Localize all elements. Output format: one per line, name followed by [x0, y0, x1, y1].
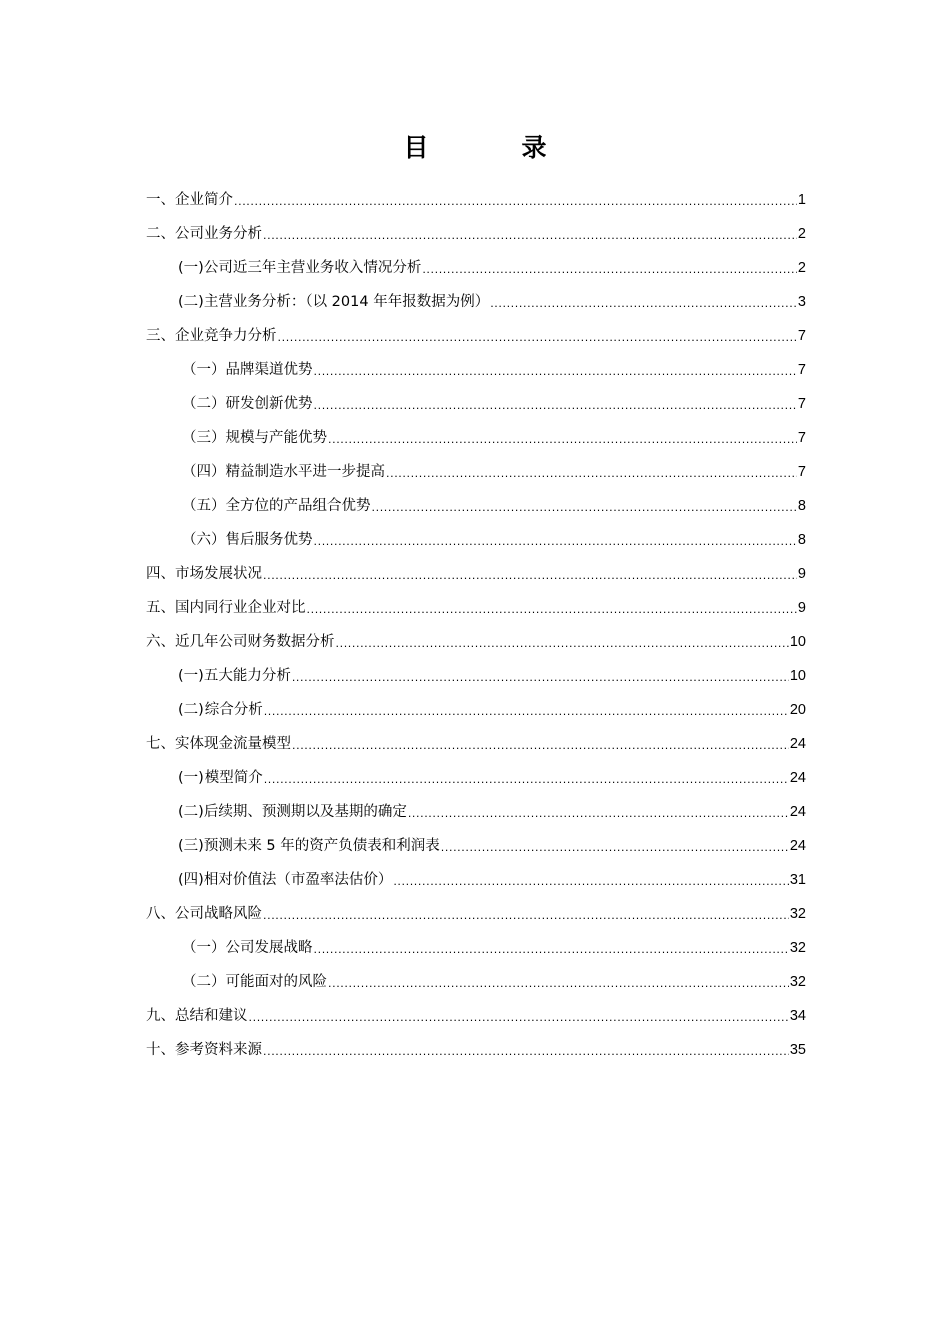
toc-entry-number: 八、 [146, 906, 175, 922]
toc-entry-number: (二) [178, 702, 204, 718]
toc-entry-number: 七、 [146, 736, 175, 752]
toc-entry-number: (一) [178, 770, 204, 786]
toc-entry-page: 32 [789, 940, 806, 956]
leader-dots [314, 942, 789, 958]
toc-entry-number: (二) [178, 804, 204, 820]
toc-entry[interactable] [182, 352, 806, 380]
toc-entry-number: （二） [182, 396, 226, 412]
toc-entry-page: 7 [797, 396, 806, 412]
toc-entry-title: 国内同行业企业对比 [175, 600, 306, 616]
toc-entry[interactable] [178, 284, 806, 312]
toc-entry-page: 3 [797, 294, 806, 310]
toc-entry[interactable] [182, 386, 806, 414]
toc-entry-title: 公司近三年主营业务收入情况分析 [203, 260, 422, 276]
toc-entry-number: （一） [182, 362, 226, 378]
toc-entry-page: 7 [797, 464, 806, 480]
leader-dots [314, 364, 797, 380]
toc-entry-title: 综合分析 [204, 702, 263, 718]
toc-entry[interactable] [178, 862, 806, 890]
toc-entry-page: 2 [797, 260, 806, 276]
leader-dots [328, 432, 797, 448]
toc-entry-number: (三) [178, 838, 204, 854]
toc-entry-title: 研发创新优势 [225, 396, 313, 412]
toc-entry-page: 10 [789, 668, 806, 684]
toc-entry-page: 9 [797, 566, 806, 582]
toc-entry-page: 1 [797, 192, 806, 208]
toc-entry-number: （五） [182, 498, 226, 514]
toc-entry-page: 10 [789, 634, 806, 650]
leader-dots [336, 636, 789, 652]
toc-entry-title: 后续期、预测期以及基期的确定 [203, 804, 407, 820]
toc-entry-title: 预测未来 5 年的资产负债表和利润表 [203, 838, 440, 854]
toc-entry[interactable] [178, 828, 806, 856]
toc-entry-page: 7 [797, 430, 806, 446]
toc-entry-number: 六、 [146, 634, 175, 650]
toc-entry-title: 模型简介 [204, 770, 263, 786]
toc-entry-page: 24 [789, 804, 806, 820]
leader-dots [422, 262, 797, 278]
toc-entry-number: （三） [182, 430, 226, 446]
toc-entry-page: 35 [789, 1042, 806, 1058]
toc-entry-title: 实体现金流量模型 [175, 736, 291, 752]
toc-entry-page: 8 [797, 532, 806, 548]
leader-dots [408, 806, 789, 822]
toc-entry-title: 市场发展状况 [175, 566, 262, 582]
toc-entry[interactable] [182, 522, 806, 550]
toc-entry[interactable] [146, 556, 806, 584]
toc-entry-number: （二） [182, 974, 226, 990]
leader-dots [263, 228, 797, 244]
leader-dots [264, 704, 789, 720]
toc-entry[interactable] [182, 420, 806, 448]
toc-entry[interactable] [182, 930, 806, 958]
toc-entry-page: 24 [789, 838, 806, 854]
leader-dots [314, 534, 797, 550]
toc-entry[interactable] [146, 896, 806, 924]
toc-entry-title: 企业简介 [175, 192, 233, 208]
toc-entry-page: 34 [789, 1008, 806, 1024]
toc-entry[interactable] [146, 318, 806, 346]
toc-entry-number: (一) [178, 260, 204, 276]
leader-dots [386, 466, 797, 482]
leader-dots [393, 874, 789, 890]
toc-title: 目 录 [403, 133, 581, 162]
toc-entry-page: 20 [789, 702, 806, 718]
leader-dots [372, 500, 797, 516]
toc-entry-number: 四、 [146, 566, 175, 582]
toc-entry[interactable] [178, 658, 806, 686]
leader-dots [292, 670, 789, 686]
leader-dots [490, 296, 797, 312]
toc-entry-number: （一） [182, 940, 226, 956]
toc-entry-page: 2 [797, 226, 806, 242]
toc-entry-title: 参考资料来源 [175, 1042, 262, 1058]
toc-entry-page: 9 [797, 600, 806, 616]
leader-dots [441, 840, 789, 856]
toc-entry[interactable] [178, 794, 806, 822]
toc-entry-title: 可能面对的风险 [225, 974, 327, 990]
leader-dots [328, 976, 789, 992]
toc-entry[interactable] [178, 760, 806, 788]
toc-entry-title: 规模与产能优势 [225, 430, 327, 446]
leader-dots [263, 568, 797, 584]
leader-dots [263, 1044, 789, 1060]
toc-entry-number: (四) [178, 872, 204, 888]
leader-dots [314, 398, 797, 414]
toc-entry-number: 一、 [146, 192, 175, 208]
toc-entry[interactable] [146, 998, 806, 1026]
toc-entry[interactable] [182, 964, 806, 992]
toc-entry[interactable] [178, 692, 806, 720]
toc-entry-number: (二) [178, 294, 204, 310]
toc-entry-number: (一) [178, 668, 204, 684]
toc-entry[interactable] [146, 182, 806, 210]
toc-entry-page: 24 [789, 770, 806, 786]
toc-entry-title: 全方位的产品组合优势 [225, 498, 371, 514]
toc-entry-title: 总结和建议 [175, 1008, 248, 1024]
leader-dots [263, 908, 789, 924]
leader-dots [292, 738, 789, 754]
toc-entry-title: 相对价值法（市盈率法估价） [203, 872, 393, 888]
toc-entry-page: 7 [797, 328, 806, 344]
toc-entry-title: 公司发展战略 [225, 940, 313, 956]
toc-entry-title: 企业竞争力分析 [175, 328, 277, 344]
toc-entry[interactable] [146, 726, 806, 754]
toc-entry-title: 公司战略风险 [175, 906, 262, 922]
toc-entry[interactable] [178, 250, 806, 278]
leader-dots [249, 1010, 789, 1026]
toc-entry[interactable] [146, 590, 806, 618]
toc-entry-number: 九、 [146, 1008, 175, 1024]
toc-entry-title: 精益制造水平进一步提高 [225, 464, 385, 480]
leader-dots [264, 772, 789, 788]
toc-entry-title: 近几年公司财务数据分析 [175, 634, 335, 650]
leader-dots [234, 194, 797, 210]
toc-entry-number: 二、 [146, 226, 175, 242]
toc-entry-number: （六） [182, 532, 226, 548]
toc-entry[interactable] [182, 488, 806, 516]
toc-entry-title: 品牌渠道优势 [225, 362, 313, 378]
toc-entry-number: （四） [182, 464, 226, 480]
leader-dots [307, 602, 797, 618]
toc-entry-page: 7 [797, 362, 806, 378]
toc-entry-page: 32 [789, 906, 806, 922]
toc-entry[interactable] [146, 216, 806, 244]
toc-entry-page: 31 [789, 872, 806, 888]
toc-entry-page: 32 [789, 974, 806, 990]
toc-entry-title: 五大能力分析 [203, 668, 291, 684]
toc-entry-number: 三、 [146, 328, 175, 344]
toc-entry-title: 售后服务优势 [225, 532, 313, 548]
toc-entry-page: 8 [797, 498, 806, 514]
toc-entry-title: 公司业务分析 [175, 226, 262, 242]
toc-entry[interactable] [146, 1032, 806, 1060]
toc-entry-number: 十、 [146, 1042, 175, 1058]
toc-entry[interactable] [182, 454, 806, 482]
leader-dots [278, 330, 797, 346]
toc-entry[interactable] [146, 624, 806, 652]
toc-entry-number: 五、 [146, 600, 175, 616]
toc-entry-title: 主营业务分析：（以 2014 年年报数据为例） [203, 294, 490, 310]
toc-entry-page: 24 [789, 736, 806, 752]
